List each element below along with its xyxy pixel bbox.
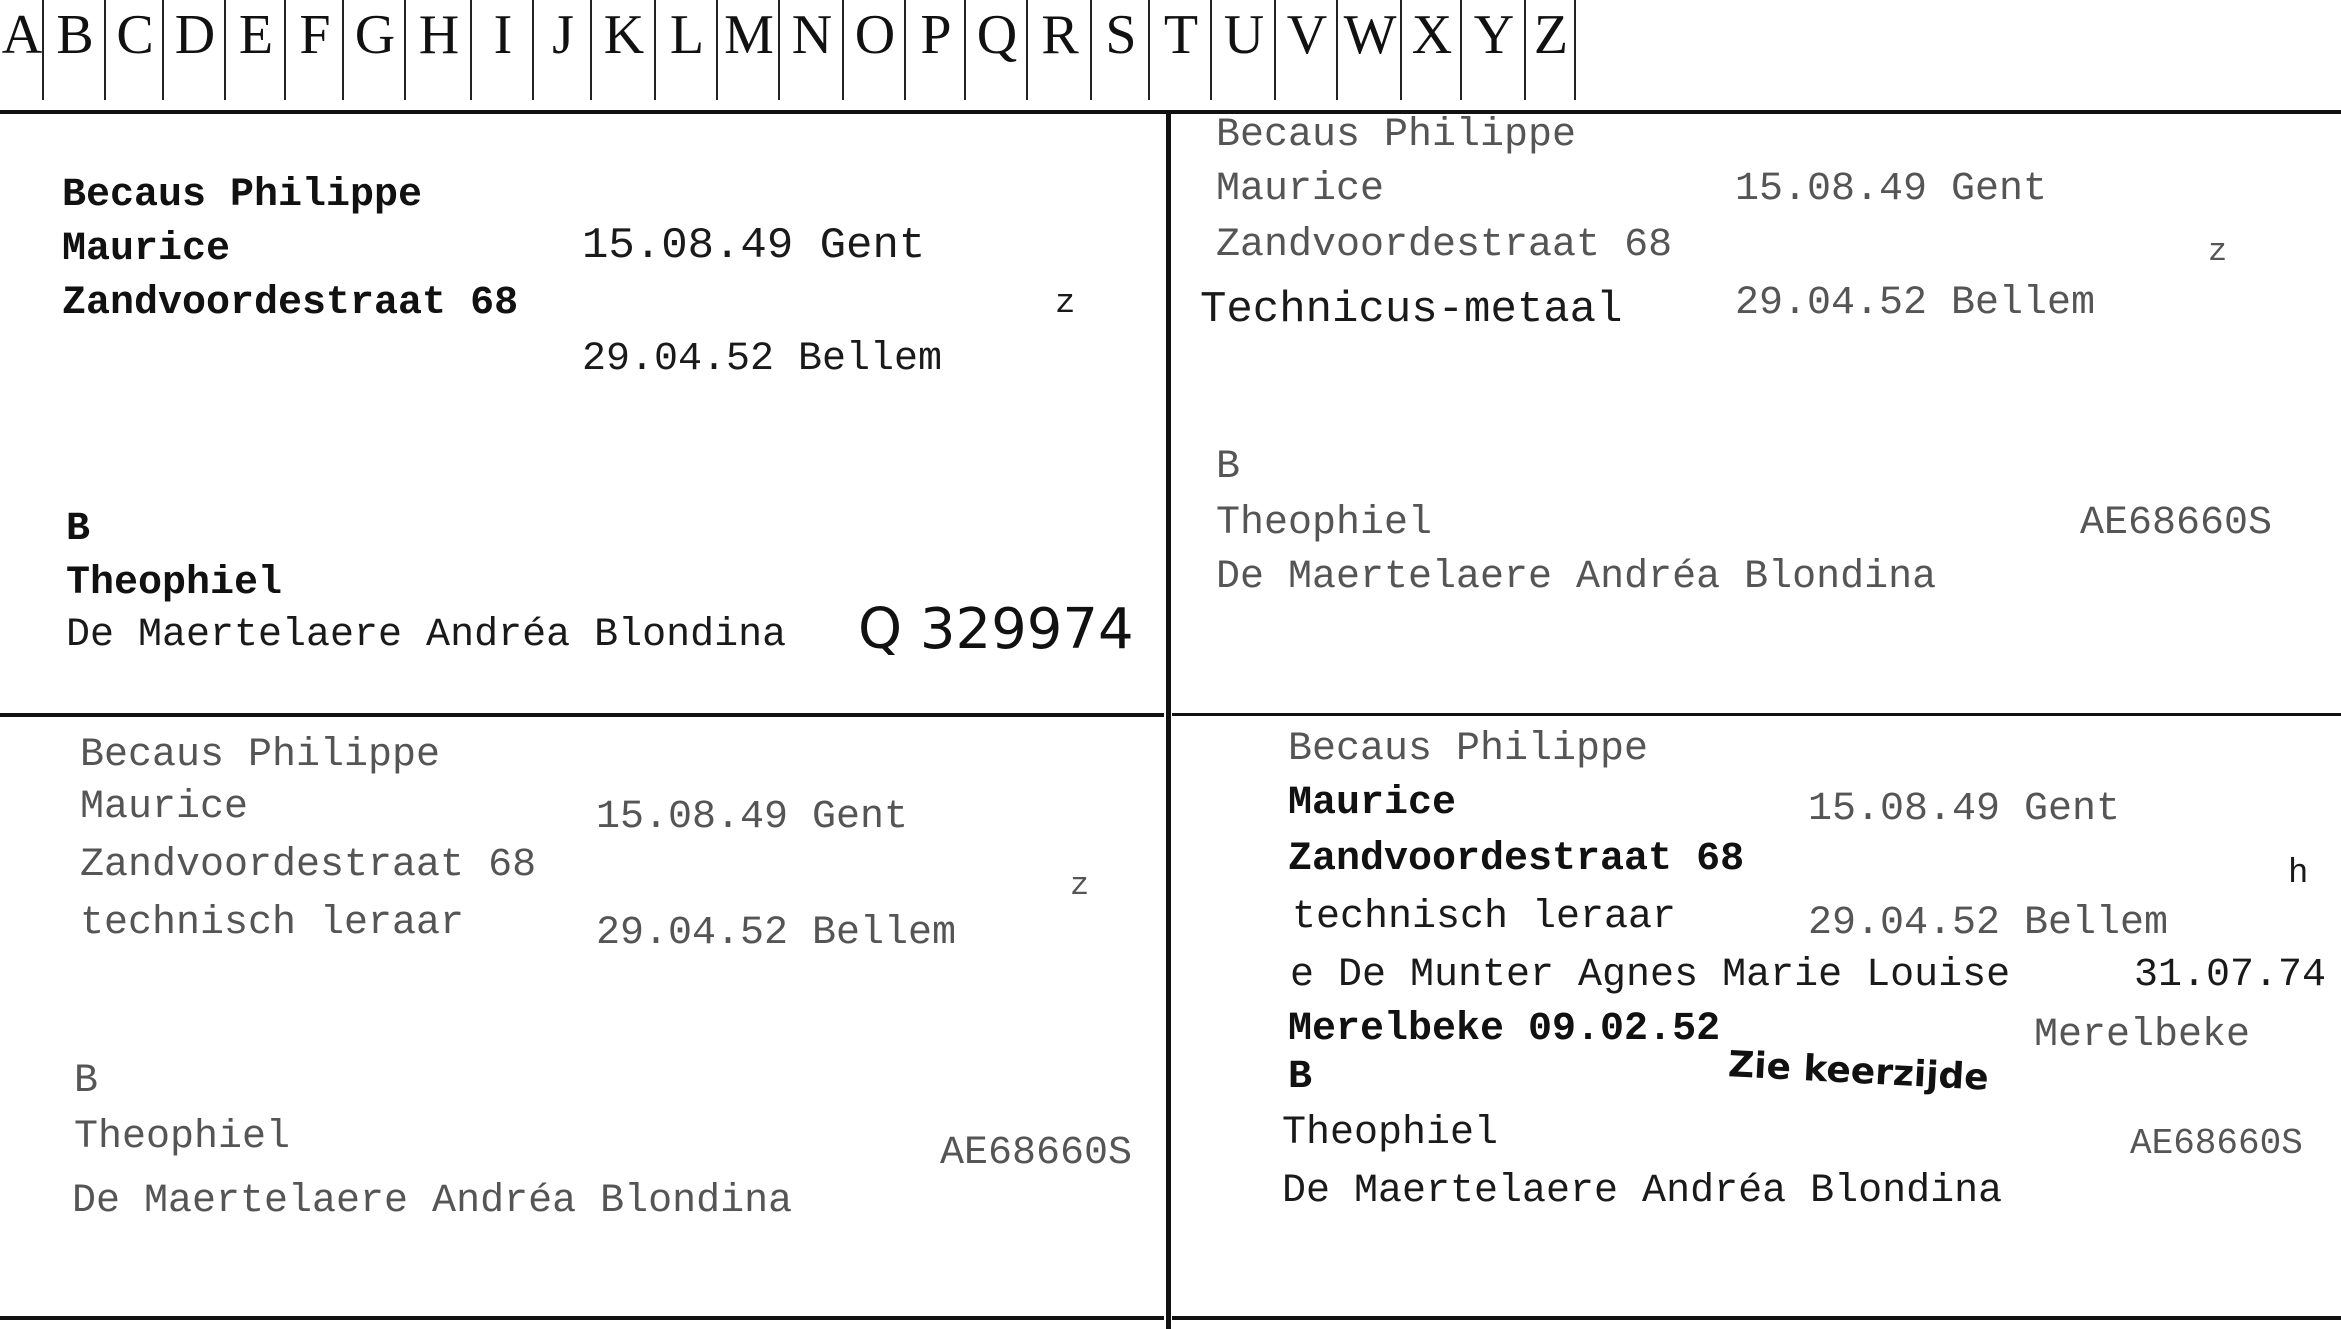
- status-letter: B: [66, 507, 91, 552]
- ruler-letter: W: [1338, 0, 1402, 100]
- ruler-letter: P: [906, 0, 966, 100]
- birth-date-place: 15.08.49 Gent: [1735, 167, 2048, 212]
- residence-date-place: 29.04.52 Bellem: [1808, 901, 2169, 946]
- spouse-name: e De Munter Agnes Marie Louise: [1290, 953, 2011, 998]
- ruler-letter: G: [344, 0, 406, 100]
- ruler-letter: T: [1150, 0, 1212, 100]
- ruler-letter: B: [44, 0, 106, 100]
- given-name: Maurice: [1288, 781, 1457, 826]
- ruler-letter: Q: [966, 0, 1028, 100]
- ruler-letter: S: [1092, 0, 1150, 100]
- marriage-place: Merelbeke: [2034, 1013, 2251, 1058]
- ruler-letter: D: [164, 0, 226, 100]
- street-address: Zandvoordestraat 68: [1216, 223, 1673, 268]
- ruler-letter: O: [844, 0, 906, 100]
- residence-date-place: 29.04.52 Bellem: [1735, 281, 2096, 326]
- see-reverse-stamp: Zie keerzijde: [1727, 1044, 1990, 1099]
- code-mark: h: [2288, 855, 2309, 893]
- given-name: Maurice: [80, 785, 249, 830]
- ruler-letter: H: [406, 0, 472, 100]
- birth-date-place: 15.08.49 Gent: [1808, 787, 2121, 832]
- street-address: Zandvoordestraat 68: [62, 281, 519, 326]
- father-name: Theophiel: [1216, 501, 1433, 546]
- ruler-letter: U: [1212, 0, 1276, 100]
- residence-date-place: 29.04.52 Bellem: [582, 337, 943, 382]
- ruler-letter: K: [592, 0, 656, 100]
- person-name: Becaus Philippe: [1288, 727, 1649, 772]
- birth-date-place: 15.08.49 Gent: [582, 221, 926, 271]
- id-number: AE68660S: [940, 1131, 1133, 1176]
- person-name: Becaus Philippe: [80, 733, 441, 778]
- ruler-letter: X: [1402, 0, 1462, 100]
- ruler-letter: C: [106, 0, 164, 100]
- status-letter: B: [1216, 445, 1241, 490]
- id-number: AE68660S: [2130, 1123, 2303, 1164]
- birth-date-place: 15.08.49 Gent: [596, 795, 909, 840]
- id-number-handwritten: Q 329974: [858, 597, 1134, 662]
- residence-date-place: 29.04.52 Bellem: [596, 911, 957, 956]
- mother-name: De Maertelaere Andréa Blondina: [1282, 1169, 2003, 1214]
- street-address: Zandvoordestraat 68: [80, 843, 537, 888]
- ruler-letter: F: [286, 0, 344, 100]
- spouse-birth: Merelbeke 09.02.52: [1288, 1007, 1721, 1052]
- profession: technisch leraar: [80, 901, 465, 946]
- ruler-letter: L: [656, 0, 718, 100]
- profession: technisch leraar: [1292, 895, 1677, 940]
- ruler-letter: J: [534, 0, 592, 100]
- mother-name: De Maertelaere Andréa Blondina: [1216, 555, 1937, 600]
- status-letter: B: [1288, 1055, 1313, 1100]
- alphabet-ruler: [0, 0, 2341, 110]
- card-divider-horizontal: [1172, 713, 2341, 716]
- card-divider-horizontal: [0, 713, 1164, 717]
- father-name: Theophiel: [66, 561, 283, 606]
- id-number: AE68660S: [2080, 501, 2273, 546]
- card-divider-vertical: [1166, 114, 1171, 1329]
- mother-name: De Maertelaere Andréa Blondina: [72, 1179, 793, 1224]
- given-name: Maurice: [1216, 167, 1385, 212]
- father-name: Theophiel: [1282, 1111, 1499, 1156]
- card-divider-bottom: [1172, 1316, 2341, 1320]
- code-mark: z: [2208, 233, 2228, 270]
- card-divider-bottom: [0, 1316, 1164, 1320]
- person-name: Becaus Philippe: [1216, 113, 1577, 158]
- mother-name: De Maertelaere Andréa Blondina: [66, 613, 787, 658]
- ruler-letter: R: [1028, 0, 1092, 100]
- ruler-letter: V: [1276, 0, 1338, 100]
- profession: Technicus-metaal: [1200, 285, 1623, 335]
- ruler-letter: M: [718, 0, 780, 100]
- street-address: Zandvoordestraat 68: [1288, 837, 1745, 882]
- ruler-letter: Z: [1526, 0, 1576, 100]
- person-name: Becaus Philippe: [62, 173, 423, 218]
- ruler-letter: Y: [1462, 0, 1526, 100]
- marriage-date: 31.07.74: [2134, 953, 2327, 998]
- code-mark: z: [1070, 867, 1090, 904]
- ruler-letter: I: [472, 0, 534, 100]
- ruler-letter: A: [0, 0, 44, 100]
- status-letter: B: [74, 1059, 99, 1104]
- given-name: Maurice: [62, 227, 231, 272]
- code-mark: z: [1055, 285, 1076, 323]
- ruler-letter: N: [780, 0, 844, 100]
- father-name: Theophiel: [74, 1115, 291, 1160]
- ruler-letter: E: [226, 0, 286, 100]
